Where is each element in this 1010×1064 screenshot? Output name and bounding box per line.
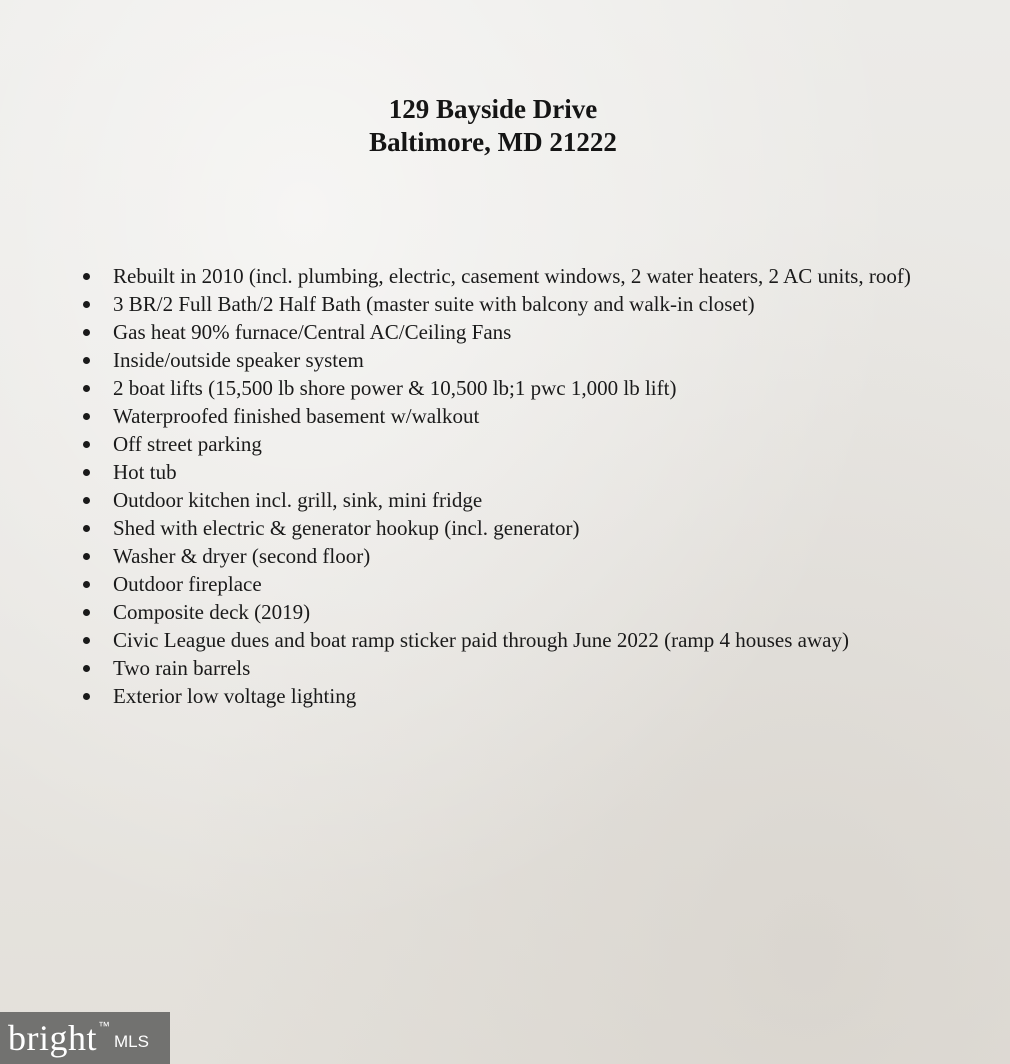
feature-text: Inside/outside speaker system [113, 348, 364, 372]
bullet-icon [83, 665, 90, 672]
list-item [72, 488, 952, 512]
bullet-icon [83, 693, 90, 700]
watermark-brand: bright [8, 1018, 97, 1058]
bullet-icon [83, 329, 90, 336]
feature-text: Outdoor fireplace [113, 572, 262, 596]
bullet-icon [83, 441, 90, 448]
list-item [72, 516, 952, 540]
bullet-icon [83, 357, 90, 364]
feature-text: Hot tub [113, 460, 177, 484]
watermark-suffix: MLS [114, 1032, 149, 1051]
list-item [72, 404, 952, 428]
bullet-icon [83, 273, 90, 280]
bullet-icon [83, 301, 90, 308]
bullet-icon [83, 553, 90, 560]
list-item [72, 572, 952, 596]
bullet-icon [83, 581, 90, 588]
feature-text: 2 boat lifts (15,500 lb shore power & 10,500 lb;1 pwc 1,000 lb lift) [113, 376, 677, 400]
bullet-icon [83, 497, 90, 504]
list-item [72, 348, 952, 372]
list-item [72, 320, 952, 344]
bullet-icon [83, 385, 90, 392]
feature-list [72, 264, 952, 712]
list-item [72, 544, 952, 568]
feature-text: Shed with electric & generator hookup (incl. generator) [113, 516, 580, 540]
feature-text: Washer & dryer (second floor) [113, 544, 371, 568]
feature-text: 3 BR/2 Full Bath/2 Half Bath (master suite with balcony and walk-in closet) [113, 292, 755, 316]
list-item [72, 292, 952, 316]
list-item [72, 628, 952, 652]
list-item [72, 376, 952, 400]
feature-text: Waterproofed finished basement w/walkout [113, 404, 480, 428]
feature-text: Rebuilt in 2010 (incl. plumbing, electric, casement windows, 2 water heaters, 2 AC units, roof) [113, 264, 911, 288]
bullet-icon [83, 525, 90, 532]
list-item [72, 600, 952, 624]
bullet-icon [83, 469, 90, 476]
feature-text: Off street parking [113, 432, 262, 456]
list-item [72, 432, 952, 456]
bullet-icon [83, 413, 90, 420]
street-address: 129 Bayside Drive [388, 94, 598, 124]
trademark-icon: ™ [98, 1019, 110, 1033]
address-heading [0, 93, 986, 159]
city-state-zip: Baltimore, MD 21222 [369, 127, 617, 157]
feature-text: Civic League dues and boat ramp sticker paid through June 2022 (ramp 4 houses away) [113, 628, 849, 652]
list-item [72, 460, 952, 484]
feature-text: Gas heat 90% furnace/Central AC/Ceiling Fans [113, 320, 512, 344]
list-item [72, 656, 952, 680]
feature-text: Outdoor kitchen incl. grill, sink, mini fridge [113, 488, 483, 512]
bullet-icon [83, 609, 90, 616]
bright-mls-watermark [0, 1012, 170, 1064]
feature-text: Two rain barrels [113, 656, 251, 680]
feature-text: Composite deck (2019) [113, 600, 311, 624]
list-item [72, 264, 952, 288]
list-item [72, 684, 952, 708]
feature-text: Exterior low voltage lighting [113, 684, 357, 708]
bullet-icon [83, 637, 90, 644]
